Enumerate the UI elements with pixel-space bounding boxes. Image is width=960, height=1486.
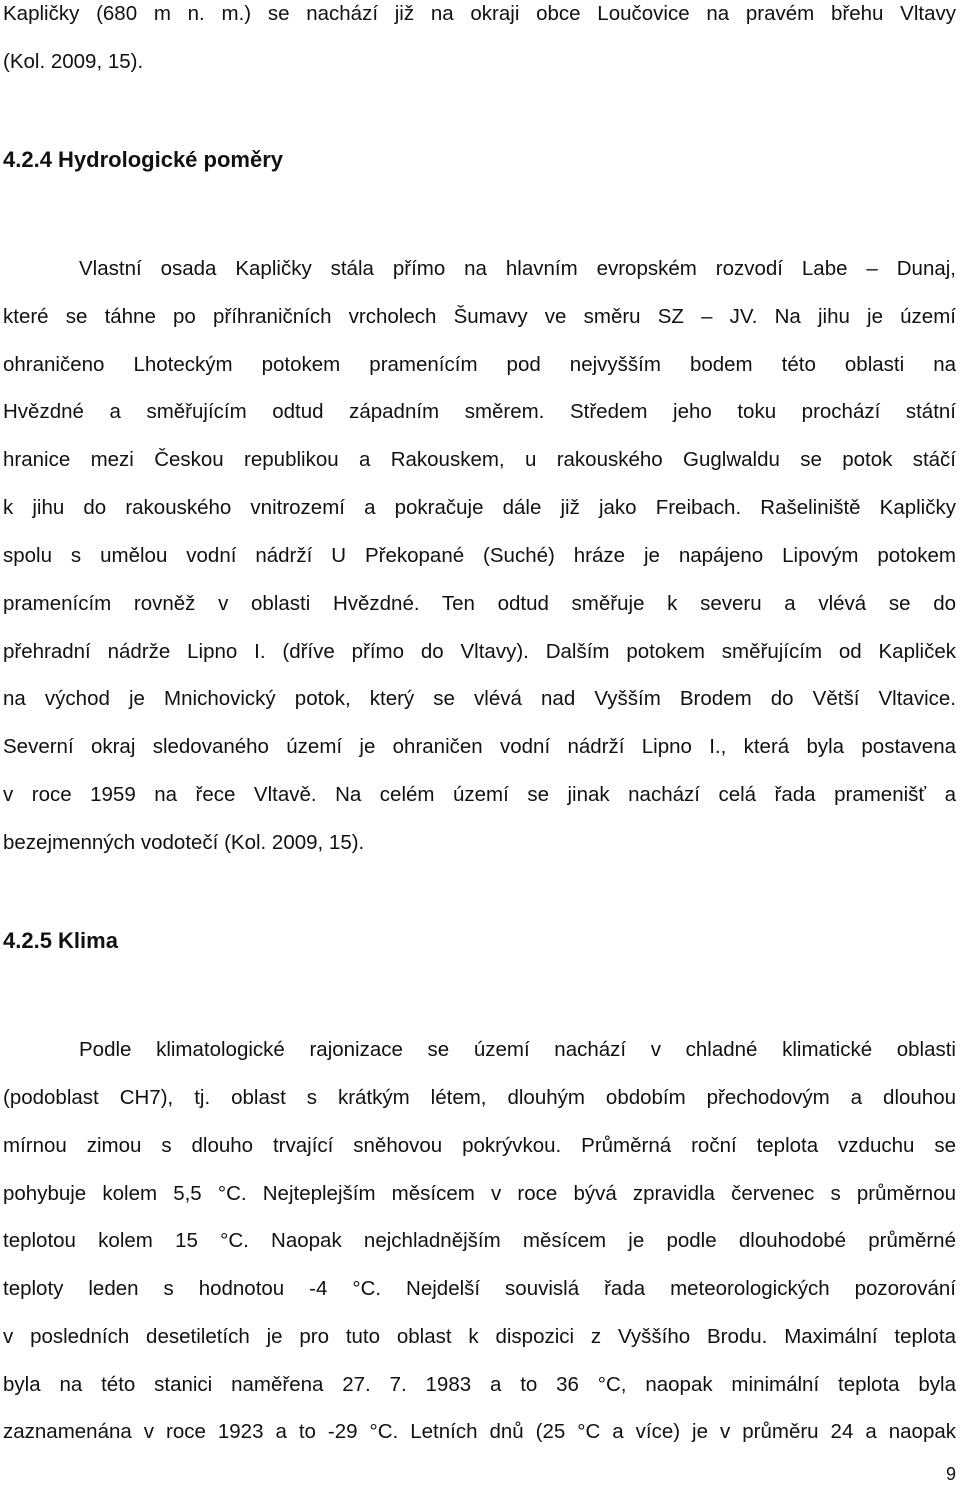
hydrology-line-3: ohraničeno Lhoteckým potokem pramenícím pod nejvyšším bodem této oblasti na xyxy=(3,353,956,376)
hydrology-line-10: na východ je Mnichovický potok, který se vlévá nad Vyšším Brodem do Větší Vltavice. xyxy=(3,687,956,710)
climate-line-3: mírnou zimou s dlouho trvající sněhovou pokrývkou. Průměrná roční teplota vzduchu se xyxy=(3,1134,956,1157)
climate-line-2: (podoblast CH7), tj. oblast s krátkým létem, dlouhým obdobím přechodovým a dlouhou xyxy=(3,1086,956,1109)
intro-line-2: (Kol. 2009, 15). xyxy=(3,50,144,73)
climate-line-8: byla na této stanici naměřena 27. 7. 1983 a to 36 °C, naopak minimální teplota byla xyxy=(3,1373,956,1396)
climate-line-5: teplotou kolem 15 °C. Naopak nejchladnějším měsícem je podle dlouhodobé průměrné xyxy=(3,1229,956,1252)
climate-line-1: Podle klimatologické rajonizace se území nachází v chladné klimatické oblasti xyxy=(79,1038,956,1061)
section-heading-climate: 4.2.5 Klima xyxy=(3,928,118,953)
hydrology-line-9: přehradní nádrže Lipno I. (dříve přímo do Vltavy). Dalším potokem směřujícím od Kapliček xyxy=(3,640,956,663)
climate-line-9: zaznamenána v roce 1923 a to -29 °C. Letních dnů (25 °C a více) je v průměru 24 a naopak xyxy=(3,1420,956,1443)
hydrology-line-11: Severní okraj sledovaného území je ohraničen vodní nádrží Lipno I., která byla postavena xyxy=(3,735,956,758)
climate-line-4: pohybuje kolem 5,5 °C. Nejteplejším měsícem v roce bývá zpravidla červenec s průměrnou xyxy=(3,1182,956,1205)
hydrology-line-5: hranice mezi Českou republikou a Rakouskem, u rakouského Guglwaldu se potok stáčí xyxy=(3,448,956,471)
climate-line-7: v posledních desetiletích je pro tuto oblast k dispozici z Vyššího Brodu. Maximální teplota xyxy=(3,1325,956,1348)
hydrology-line-6: k jihu do rakouského vnitrozemí a pokračuje dále již jako Freibach. Rašeliniště Kapličky xyxy=(3,496,956,519)
intro-line-1: Kapličky (680 m n. m.) se nachází již na okraji obce Loučovice na pravém břehu Vltavy xyxy=(3,2,956,25)
page-number: 9 xyxy=(945,1464,956,1484)
hydrology-line-8: pramenícím rovněž v oblasti Hvězdné. Ten odtud směřuje k severu a vlévá se do xyxy=(3,592,956,615)
hydrology-line-7: spolu s umělou vodní nádrží U Překopané (Suché) hráze je napájeno Lipovým potokem xyxy=(3,544,956,567)
section-heading-hydrology: 4.2.4 Hydrologické poměry xyxy=(3,147,283,172)
hydrology-line-2: které se táhne po příhraničních vrcholech Šumavy ve směru SZ – JV. Na jihu je území xyxy=(3,305,956,328)
hydrology-line-12: v roce 1959 na řece Vltavě. Na celém území se jinak nachází celá řada pramenišť a xyxy=(3,783,956,806)
hydrology-line-4: Hvězdné a směřujícím odtud západním směrem. Středem jeho toku prochází státní xyxy=(3,400,956,423)
hydrology-line-1: Vlastní osada Kapličky stála přímo na hlavním evropském rozvodí Labe – Dunaj, xyxy=(79,257,956,280)
hydrology-line-13: bezejmenných vodotečí (Kol. 2009, 15). xyxy=(3,831,365,854)
climate-line-6: teploty leden s hodnotou -4 °C. Nejdelší souvislá řada meteorologických pozorování xyxy=(3,1277,956,1300)
